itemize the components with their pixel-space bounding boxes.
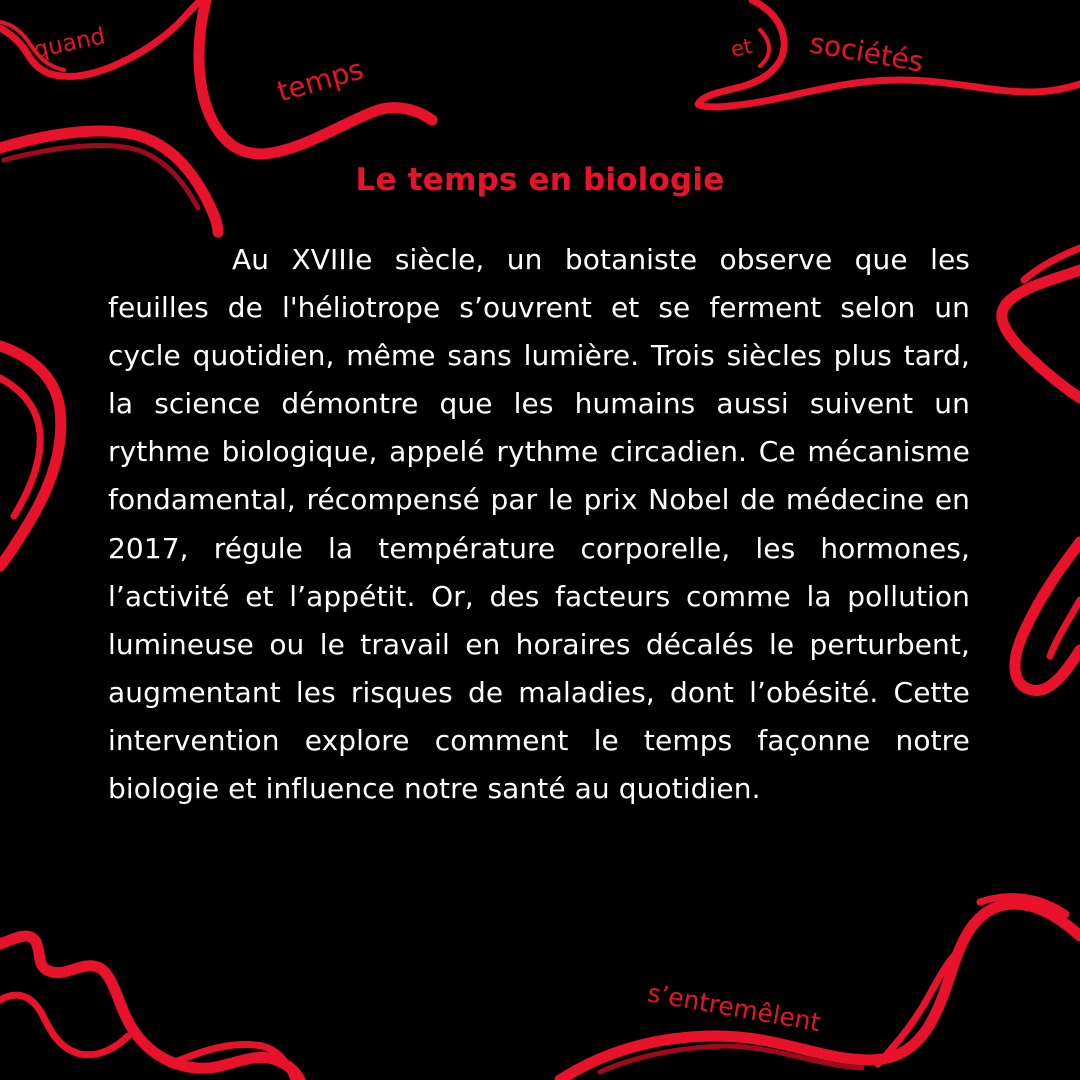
- ribbon-bottom-right-loop: [878, 948, 962, 1064]
- decorative-word-quand: quand: [31, 23, 108, 64]
- ribbon-bottom-right: [560, 904, 1080, 1080]
- ribbon-left-middle: [0, 346, 61, 566]
- ribbon-bottom-left-fold: [0, 995, 128, 1055]
- slide-title: Le temps en biologie: [355, 162, 725, 198]
- decorative-word-entremelent: s’entremêlent: [645, 978, 823, 1038]
- ribbon-right-upper: [1002, 270, 1080, 398]
- ribbon-top-right-inner: [760, 30, 769, 66]
- ribbon-bottom-left: [0, 936, 300, 1080]
- ribbon-left-middle-edge: [0, 378, 40, 516]
- slide-body-paragraph: Au XVIIIe siècle, un botaniste observe que les feuilles de l'héliotrope s’ouvrent et se ferment selon un cycle quotidien, même sans lumière. Trois siècles plus tard, la science démontre que les humains aussi suivent un rythme biologique, appelé rythme circadien. Ce mécanisme fondamental, récompensé par le prix Nobel de médecine en 2017, régule la température corporelle, les hormones, l’activité et l’appétit. Or, des facteurs comme la pollution lumineuse ou le travail en horaires décalés le perturbent, augmentant les risques de maladies, dont l’obésité. Cette intervention explore comment le temps façonne notre biologie et influence notre santé au quotidien.: [108, 243, 970, 806]
- decorative-word-temps: temps: [273, 52, 367, 109]
- decorative-word-et: et: [728, 33, 755, 62]
- decorative-word-societes: sociétés: [807, 26, 927, 79]
